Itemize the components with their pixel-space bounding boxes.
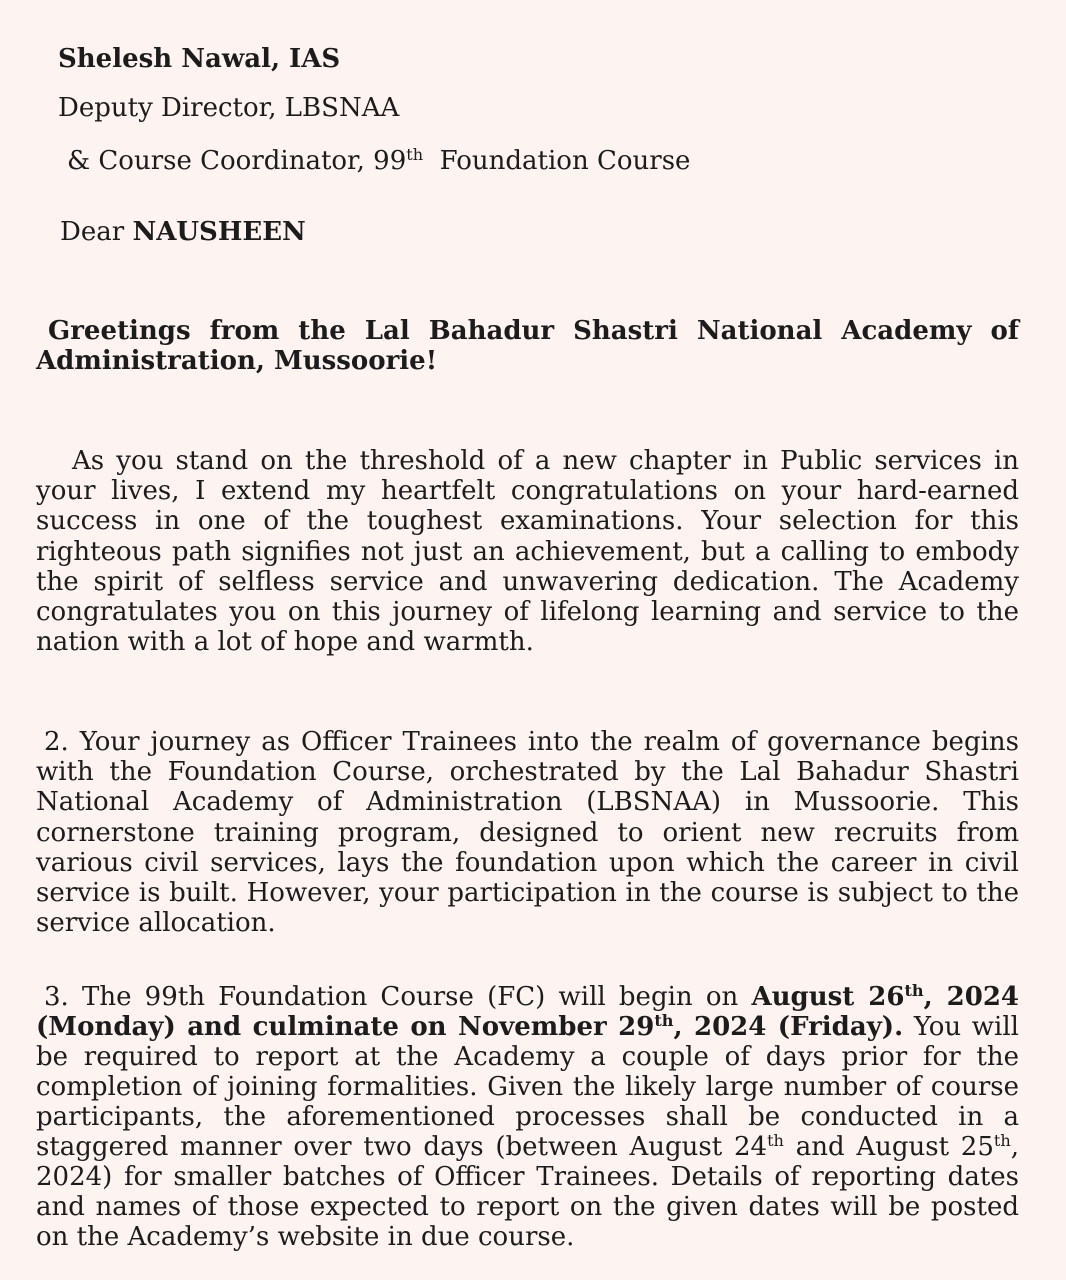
greeting: Greetings from the Lal Bahadur Shastri National Academy of Administration, Mussoorie! — [36, 316, 1019, 376]
sender-designation: Deputy Director, LBSNAA — [58, 93, 400, 123]
para3-start-date: August 26th, 2024 (Monday) and culminate on November 29th, 2024 (Friday). — [36, 981, 1019, 1042]
sender-role — [67, 146, 690, 176]
paragraph-1: As you stand on the threshold of a new chapter in Public services in your lives, I extend my heartfelt congratulations on your hard-earned success in one of the toughest examinations. Your selection for this righteous path signifies not just an achievement, but a calling to embody the spirit of selfless service and unwavering dedication. The Academy congratulates you on this journey of lifelong learning and service to the nation with a lot of hope and warmth. — [36, 446, 1019, 658]
sender-name: Shelesh Nawal, IAS — [58, 44, 341, 74]
sender-role-suffix: Foundation Course — [439, 146, 691, 176]
salutation — [60, 217, 306, 247]
para3-lead: 3. The 99th Foundation Course (FC) will begin on — [44, 982, 752, 1012]
paragraph-3 — [36, 982, 1019, 1252]
paragraph-2: 2. Your journey as Officer Trainees into the realm of governance begins with the Foundation Course, orchestrated by the Lal Bahadur Shastri National Academy of Administration (LBSNAA) in Mussoorie. This cornerstone training program, designed to orient new recruits from various civil services, lays the foundation upon which the career in civil service is built. However, your participation in the course is subject to the service allocation. — [36, 727, 1019, 939]
salutation-dear: Dear — [60, 217, 125, 247]
sender-role-sup: th — [406, 145, 424, 165]
para3-body: You will be required to report at the Academy a couple of days prior for the completion of joining formalities. Given the likely large number of course participants, the aforementioned processes shall be conducted in a staggered manner over two days (between August 24th and August 25th, 2024) for smaller batches of Officer Trainees. Details of reporting dates and names of those expected to report on the given dates will be posted on the Academy’s website in due course. — [36, 1012, 1020, 1252]
sender-role-prefix: & Course Coordinator, 99 — [67, 146, 407, 176]
recipient-name: NAUSHEEN — [132, 217, 306, 247]
